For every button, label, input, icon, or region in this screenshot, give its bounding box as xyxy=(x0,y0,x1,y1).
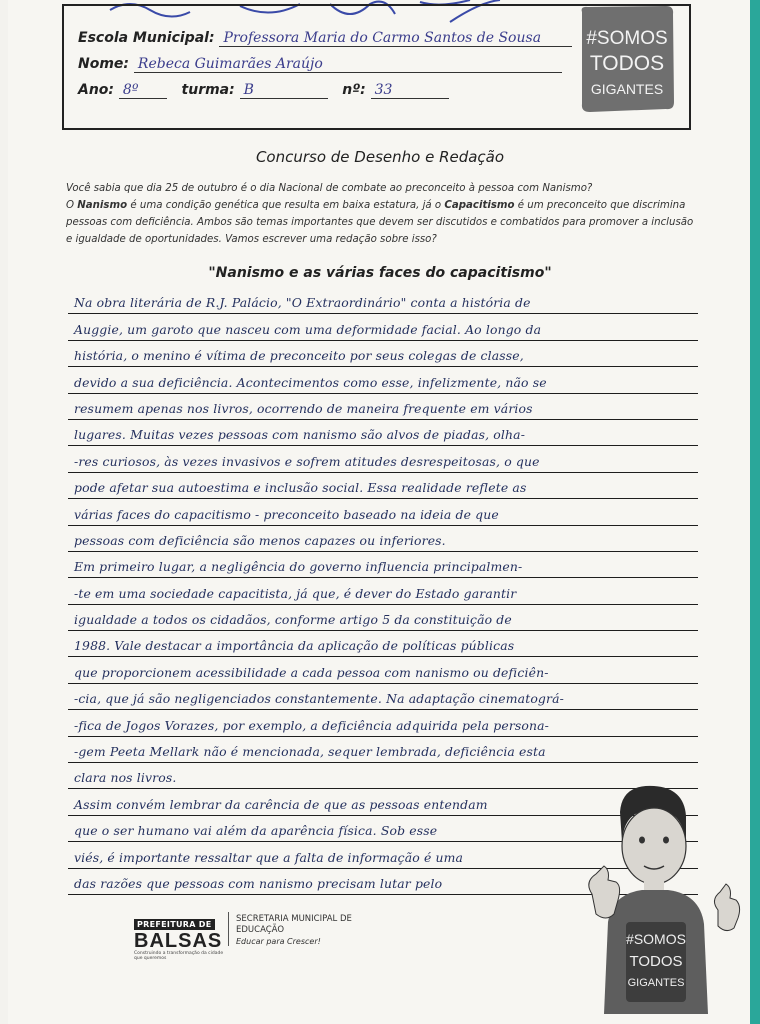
essay-line xyxy=(68,710,698,736)
year-class-row xyxy=(78,82,449,99)
essay-line xyxy=(68,499,698,525)
essay-line xyxy=(68,552,698,578)
footer-divider xyxy=(228,912,229,946)
secretaria-block xyxy=(236,914,352,948)
essay-line-text: clara nos livros. xyxy=(74,770,177,786)
school-label: Escola Municipal: xyxy=(78,30,215,46)
secretaria-line2: EDUCAÇÃO xyxy=(236,925,285,935)
essay-line-text: -fica de Jogos Vorazes, por exemplo, a deficiência adquirida pela persona- xyxy=(74,717,550,733)
number-label: nº: xyxy=(342,82,366,98)
name-row xyxy=(78,56,562,73)
class-label: turma: xyxy=(181,82,235,98)
essay-line-text: lugares. Muitas vezes pessoas com nanismo são alvos de piadas, olha- xyxy=(74,427,526,443)
essay-line-text: resumem apenas nos livros, ocorrendo de maneira frequente em vários xyxy=(74,400,533,416)
essay-line xyxy=(68,684,698,710)
svg-text:#SOMOS: #SOMOS xyxy=(586,28,668,49)
essay-line xyxy=(68,341,698,367)
essay-title: "Nanismo e as várias faces do capacitismo" xyxy=(208,265,552,281)
somos-todos-gigantes-logo xyxy=(578,4,676,114)
essay-line xyxy=(68,314,698,340)
essay-line xyxy=(68,657,698,683)
essay-line xyxy=(68,578,698,604)
svg-text:GIGANTES: GIGANTES xyxy=(627,977,685,989)
prefeitura-top-label: PREFEITURA DE xyxy=(134,919,215,930)
svg-text:TODOS: TODOS xyxy=(589,52,665,75)
boy-thumbs-up-illustration xyxy=(582,782,742,1014)
essay-line xyxy=(68,394,698,420)
essay-line xyxy=(68,473,698,499)
number-value: 33 xyxy=(371,82,449,99)
essay-line xyxy=(68,446,698,472)
prefeitura-slogan: Construindo a transformação da cidade que queremos xyxy=(134,951,224,961)
essay-line-text: -res curiosos, às vezes invasivos e sofrem atitudes desrespeitosas, o que xyxy=(74,453,540,469)
prefeitura-logo xyxy=(134,912,224,961)
contest-title: Concurso de Desenho e Redação xyxy=(255,148,505,166)
essay-line-text: das razões que pessoas com nanismo precisam lutar pelo xyxy=(74,875,443,891)
essay-line-text: Auggie, um garoto que nasceu com uma deformidade facial. Ao longo da xyxy=(74,321,542,337)
essay-line-text: igualdade a todos os cidadãos, conforme artigo 5 da constituição de xyxy=(74,612,512,628)
school-value: Professora Maria do Carmo Santos de Sousa xyxy=(219,30,572,47)
essay-line-text: -gem Peeta Mellark não é mencionada, sequer lembrada, deficiência esta xyxy=(74,744,546,760)
essay-line-text: -te em uma sociedade capacitista, já que, é dever do Estado garantir xyxy=(74,585,517,601)
essay-line-text: pessoas com deficiência são menos capazes ou inferiores. xyxy=(74,532,446,548)
svg-text:GIGANTES: GIGANTES xyxy=(590,81,664,97)
essay-line-text: devido a sua deficiência. Acontecimentos como esse, infelizmente, não se xyxy=(74,374,547,390)
essay-line xyxy=(68,526,698,552)
secretaria-slogan: Educar para Crescer! xyxy=(236,937,321,946)
essay-line-text: história, o menino é vítima de preconceito por seus colegas de classe, xyxy=(74,348,524,364)
name-value: Rebeca Guimarães Araújo xyxy=(134,56,562,73)
intro-paragraph: O Nanismo é uma condição genética que resulta em baixa estatura, já o Capacitismo é um preconceito que discrimina pessoas com deficiência. Ambos são temas importantes que devem ser discutidos e combatidos para promover a inclusão e igualdade de oportunidades. Vamos escrever uma redação sobre isso? xyxy=(66,200,694,245)
essay-line xyxy=(68,631,698,657)
year-label: Ano: xyxy=(78,82,115,98)
essay-line-text: que proporcionem acessibilidade a cada pessoa com nanismo ou deficiên- xyxy=(74,664,549,680)
intro-text xyxy=(66,180,696,248)
essay-line xyxy=(68,420,698,446)
essay-line xyxy=(68,605,698,631)
essay-line-text: pode afetar sua autoestima e inclusão social. Essa realidade reflete as xyxy=(74,480,527,496)
year-value: 8º xyxy=(119,82,167,99)
svg-text:TODOS: TODOS xyxy=(629,953,683,970)
prefeitura-name: BALSAS xyxy=(134,930,223,952)
intro-question: Você sabia que dia 25 de outubro é o dia Nacional de combate ao preconceito à pessoa com Nanismo? xyxy=(66,183,593,194)
essay-line-text: viés, é importante ressaltar que a falta de informação é uma xyxy=(74,849,464,865)
essay-line-text: que o ser humano vai além da aparência física. Sob esse xyxy=(74,823,438,839)
essay-line-text: Na obra literária de R.J. Palácio, "O Extraordinário" conta a história de xyxy=(74,295,531,311)
essay-line-text: 1988. Vale destacar a importância da aplicação de políticas públicas xyxy=(74,638,515,654)
svg-text:#SOMOS: #SOMOS xyxy=(626,931,686,947)
essay-line xyxy=(68,288,698,314)
school-row xyxy=(78,30,572,47)
essay-line-text: Assim convém lembrar da carência de que as pessoas entendam xyxy=(74,796,488,812)
essay-line-text: Em primeiro lugar, a negligência do governo influencia principalmen- xyxy=(74,559,523,575)
class-value: B xyxy=(240,82,328,99)
essay-line xyxy=(68,737,698,763)
secretaria-line1: SECRETARIA MUNICIPAL DE xyxy=(236,914,352,924)
essay-line-text: -cia, que já são negligenciados constantemente. Na adaptação cinematográ- xyxy=(74,691,564,707)
name-label: Nome: xyxy=(78,56,130,72)
essay-line-text: várias faces do capacitismo - preconceito baseado na ideia de que xyxy=(74,506,499,522)
essay-line xyxy=(68,367,698,393)
